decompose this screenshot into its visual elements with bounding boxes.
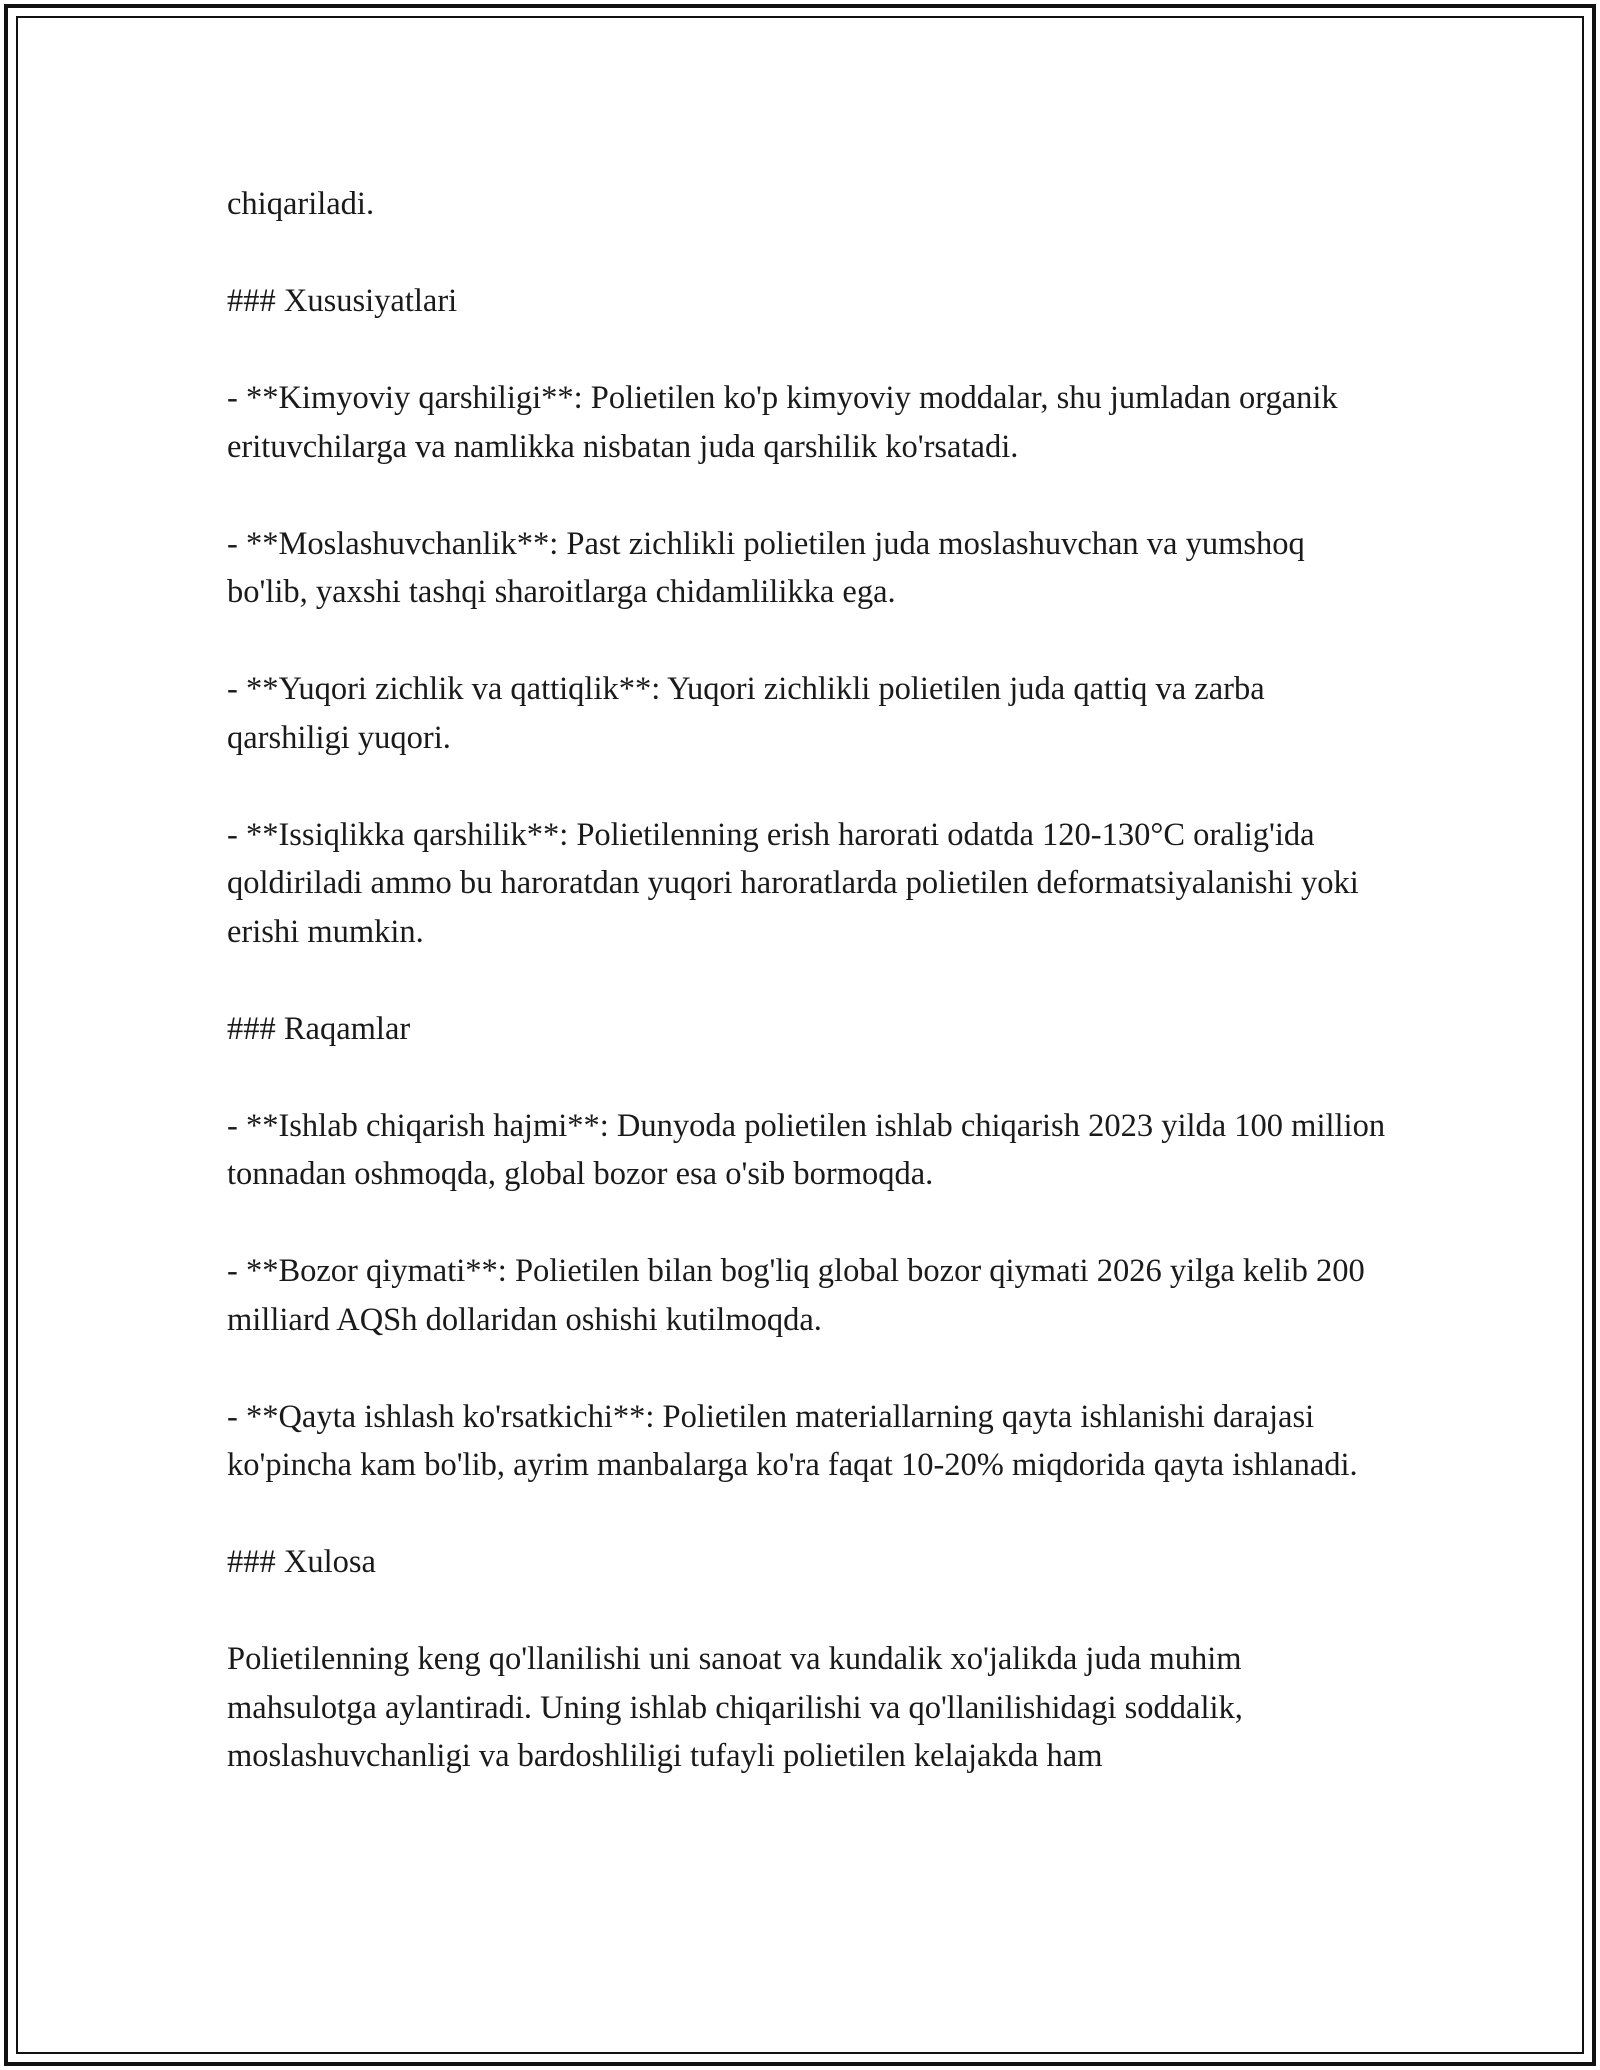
list-item-kimyoviy-qarshiligi: - **Kimyoviy qarshiligi**: Polietilen ko'p kimyoviy moddalar, shu jumladan organik erituvchilarga va namlikka nisbatan juda qarshilik ko'rsatadi. xyxy=(227,380,1338,465)
list-item-qayta-ishlash: - **Qayta ishlash ko'rsatkichi**: Polietilen materiallarning qayta ishlanishi darajasi ko'pincha kam bo'lib, ayrim manbalarga ko'ra faqat 10-20% miqdorida qayta ishlanadi. xyxy=(227,1398,1358,1483)
heading-xususiyatlari: ### Xususiyatlari xyxy=(227,283,458,319)
list-item-issiqlikka-qarshilik: - **Issiqlikka qarshilik**: Polietilenning erish harorati odatda 120-130°C oralig'ida qoldiriladi ammo bu haroratdan yuqori haroratlarda polietilen deformatsiyalanishi yoki erishi mumkin. xyxy=(227,816,1359,950)
heading-xulosa: ### Xulosa xyxy=(227,1544,376,1580)
heading-raqamlar: ### Raqamlar xyxy=(227,1010,411,1047)
paragraph-xulosa: Polietilenning keng qo'llanilishi uni sanoat va kundalik xo'jalikda juda muhim mahsulotga aylantiradi. Uning ishlab chiqarilishi va qo'llanilishidagi soddalik, moslashuvchanligi va bardoshliligi tufayli polietilen kelajakda ham xyxy=(227,1641,1243,1774)
list-item-ishlab-chiqarish-hajmi: - **Ishlab chiqarish hajmi**: Dunyoda polietilen ishlab chiqarish 2023 yilda 100 million tonnadan oshmoqda, global bozor esa o'sib bormoqda. xyxy=(227,1107,1386,1192)
list-item-bozor-qiymati: - **Bozor qiymati**: Polietilen bilan bog'liq global bozor qiymati 2026 yilga kelib 200 milliard AQSh dollaridan oshishi kutilmoqda. xyxy=(227,1253,1365,1338)
document-body xyxy=(227,180,1387,1829)
list-item-moslashuvchanlik: - **Moslashuvchanlik**: Past zichlikli polietilen juda moslashuvchan va yumshoq bo'lib, yaxshi tashqi sharoitlarga chidamlilikka ega. xyxy=(227,525,1305,610)
list-item-yuqori-zichlik: - **Yuqori zichlik va qattiqlik**: Yuqori zichlikli polietilen juda qattiq va zarba qarshiligi yuqori. xyxy=(227,671,1265,756)
paragraph-continuation: chiqariladi. xyxy=(227,186,375,222)
